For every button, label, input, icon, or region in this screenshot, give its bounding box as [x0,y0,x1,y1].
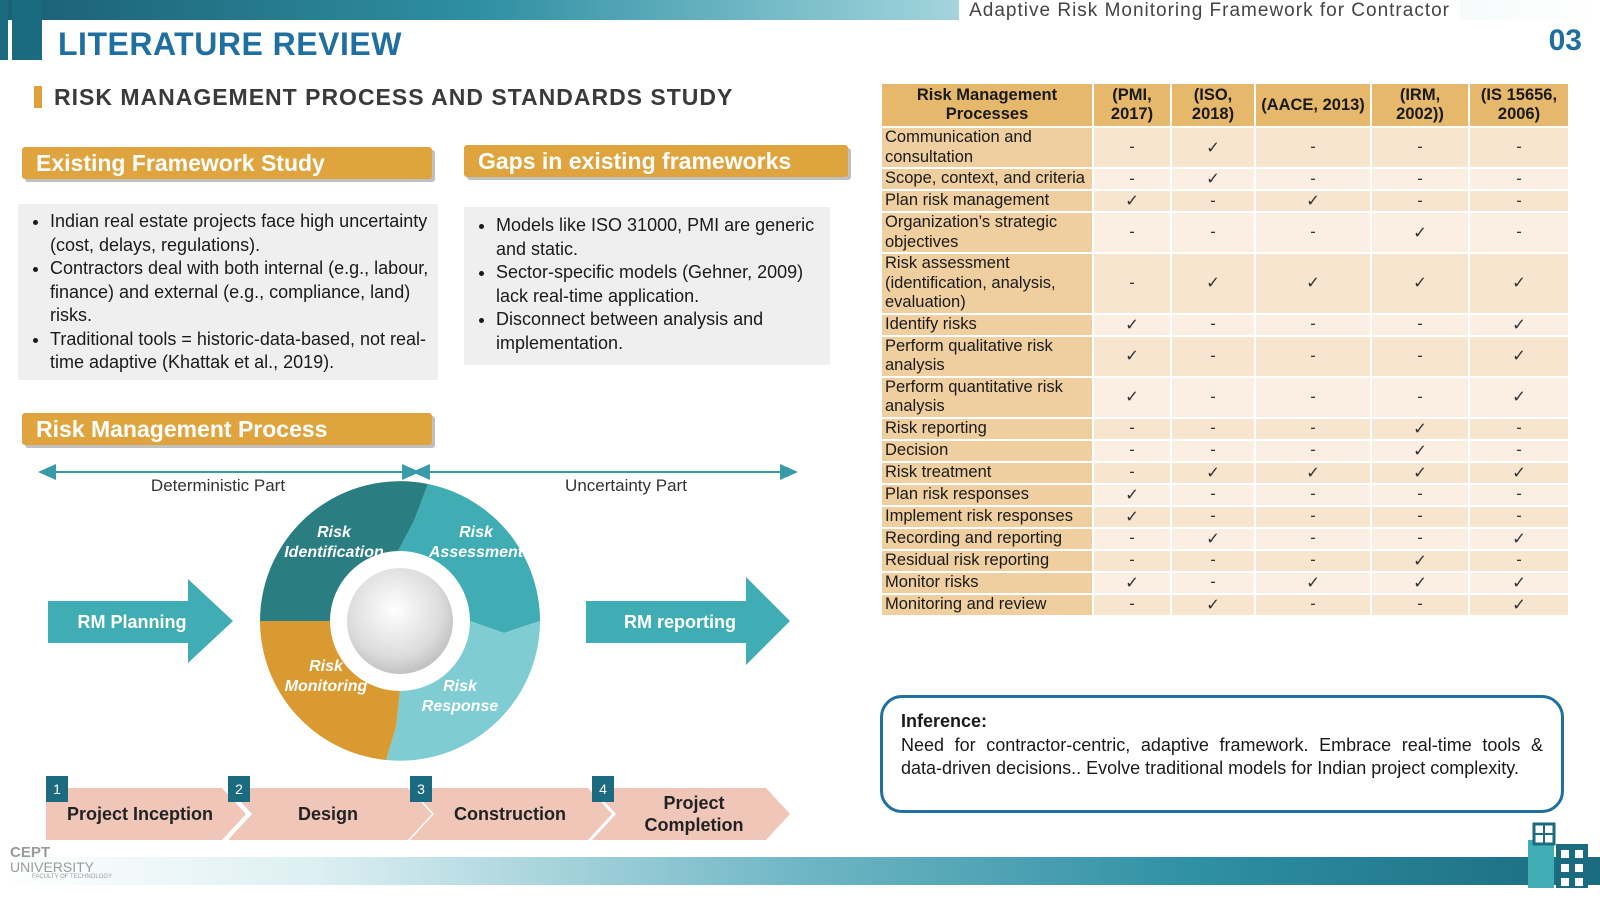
risk-identification-label-1: Risk [317,524,351,541]
process-cell: Risk assessment (identification, analysis, evaluation) [881,253,1093,314]
standard-cell: - [1093,168,1171,190]
process-cell: Scope, context, and criteria [881,168,1093,190]
standard-cell: ✓ [1171,253,1255,314]
deterministic-label: Deterministic Part [150,476,286,495]
table-row [881,440,1569,462]
standard-cell: - [1255,550,1371,572]
process-cell: Perform quantitative risk analysis [881,377,1093,418]
standard-cell: - [1171,484,1255,506]
table-row [881,506,1569,528]
process-cell: Perform qualitative risk analysis [881,336,1093,377]
process-cell: Communication and consultation [881,127,1093,168]
standard-cell: ✓ [1469,314,1569,336]
standard-cell: - [1371,190,1469,212]
standard-cell: ✓ [1371,462,1469,484]
standard-cell: - [1469,440,1569,462]
table-row [881,168,1569,190]
standard-cell: - [1255,594,1371,616]
standard-cell: - [1171,377,1255,418]
logo-line: FACULTY OF TECHNOLOGY [32,874,113,880]
step-label: Construction [454,804,566,824]
list-item: • Disconnect between analysis and implementation. [496,308,830,355]
risk-cycle [260,481,540,761]
risk-process-tab: Risk Management Process [22,413,432,445]
page-title: LITERATURE REVIEW [58,26,402,62]
standard-cell: - [1469,212,1569,253]
standard-cell: - [1371,484,1469,506]
inference-box [880,695,1564,813]
table-row [881,212,1569,253]
table-row [881,550,1569,572]
standard-cell: - [1093,462,1171,484]
risk-monitoring-label-2: Monitoring [284,678,368,695]
column-header: (PMI, 2017) [1093,83,1171,127]
list-item: • Sector-specific models (Gehner, 2009) lack real-time application. [496,261,830,308]
standard-cell: - [1171,506,1255,528]
standard-cell: - [1371,594,1469,616]
standards-table [880,82,1570,617]
standard-cell: - [1171,418,1255,440]
standard-cell: - [1255,377,1371,418]
header-accent [0,0,8,60]
standard-cell: - [1371,127,1469,168]
table-row [881,253,1569,314]
process-cell: Monitoring and review [881,594,1093,616]
standard-cell: - [1371,377,1469,418]
table-row [881,190,1569,212]
standard-cell: - [1093,528,1171,550]
standard-cell: - [1469,550,1569,572]
standard-cell: ✓ [1469,572,1569,594]
section-title: RISK MANAGEMENT PROCESS AND STANDARDS STUDY [54,84,734,110]
table-row [881,127,1569,168]
standard-cell: ✓ [1371,253,1469,314]
standard-cell: - [1171,336,1255,377]
project-steps [46,776,790,840]
standard-cell: - [1171,572,1255,594]
header-accent-block [12,0,42,60]
standard-cell: - [1255,484,1371,506]
standard-cell: - [1171,550,1255,572]
header-subtitle: Adaptive Risk Monitoring Framework for Contractor [959,0,1460,22]
standard-cell: ✓ [1469,377,1569,418]
standard-cell: - [1093,550,1171,572]
standard-cell: ✓ [1371,440,1469,462]
standard-cell: - [1371,336,1469,377]
table-row [881,314,1569,336]
standard-cell: ✓ [1093,484,1171,506]
standard-cell: ✓ [1171,168,1255,190]
rm-reporting-label: RM reporting [624,612,736,632]
table-row [881,462,1569,484]
standard-cell: - [1093,418,1171,440]
standard-cell: ✓ [1093,377,1171,418]
standard-cell: ✓ [1255,253,1371,314]
standard-cell: - [1093,253,1171,314]
standard-cell: ✓ [1371,550,1469,572]
standard-cell: - [1371,528,1469,550]
logo-line: CEPT [10,844,51,861]
process-cell: Plan risk responses [881,484,1093,506]
standard-cell: ✓ [1171,127,1255,168]
process-cell: Identify risks [881,314,1093,336]
standard-cell: ✓ [1469,462,1569,484]
standard-cell: ✓ [1469,336,1569,377]
standard-cell: ✓ [1093,314,1171,336]
risk-assessment-label-2: Assessment [428,544,524,561]
process-cell: Recording and reporting [881,528,1093,550]
column-header: (ISO, 2018) [1171,83,1255,127]
standard-cell: ✓ [1371,212,1469,253]
standard-cell: - [1093,127,1171,168]
logo-line: UNIVERSITY [10,859,95,875]
gaps-list [464,214,830,355]
table-row [881,594,1569,616]
step-number: 2 [235,781,243,797]
table-row [881,572,1569,594]
standard-cell: ✓ [1371,572,1469,594]
standard-cell: - [1469,506,1569,528]
standard-cell: - [1255,336,1371,377]
list-item: • Indian real estate projects face high uncertainty (cost, delays, regulations). [50,210,438,257]
standard-cell: ✓ [1371,418,1469,440]
standard-cell: ✓ [1093,336,1171,377]
standard-cell: ✓ [1093,190,1171,212]
standard-cell: - [1255,528,1371,550]
gaps-tab: Gaps in existing frameworks [464,145,848,177]
uncertainty-label: Uncertainty Part [565,476,687,495]
standard-cell: - [1255,440,1371,462]
standard-cell: - [1469,418,1569,440]
risk-monitoring-label-1: Risk [309,658,343,675]
university-logo [10,846,112,881]
process-cell: Residual risk reporting [881,550,1093,572]
table-row [881,528,1569,550]
standard-cell: - [1469,484,1569,506]
standard-cell: - [1255,168,1371,190]
column-header: (AACE, 2013) [1255,83,1371,127]
table-row [881,377,1569,418]
standard-cell: ✓ [1469,253,1569,314]
risk-assessment-label-1: Risk [459,524,493,541]
column-header: (IRM, 2002)) [1371,83,1469,127]
process-cell: Risk treatment [881,462,1093,484]
step-label: Project Inception [66,804,214,824]
standard-cell: - [1255,212,1371,253]
standard-cell: ✓ [1171,462,1255,484]
table-row [881,336,1569,377]
standard-cell: ✓ [1469,594,1569,616]
cycle-hub [344,565,456,677]
step-number: 4 [599,781,607,797]
standard-cell: - [1469,127,1569,168]
inference-title: Inference: [901,711,988,731]
standard-cell: ✓ [1171,528,1255,550]
list-item: • Contractors deal with both internal (e.g., labour, finance) and external (e.g., compliance, land) risks. [50,257,438,328]
standard-cell: ✓ [1469,528,1569,550]
gaps-panel [464,207,830,365]
standard-cell: - [1093,440,1171,462]
standard-cell: - [1093,212,1171,253]
existing-framework-list [18,210,438,375]
footer-bar [0,857,1600,885]
step-label: Project Completion [644,793,744,835]
step-number: 3 [417,781,425,797]
standard-cell: ✓ [1255,462,1371,484]
risk-identification-label-2: Identification [284,544,384,561]
standard-cell: - [1255,127,1371,168]
step-label: Design [297,804,359,824]
standard-cell: ✓ [1171,594,1255,616]
standard-cell: - [1255,314,1371,336]
standard-cell: ✓ [1255,572,1371,594]
table-row [881,484,1569,506]
step-number: 1 [53,781,61,797]
standard-cell: ✓ [1093,506,1171,528]
standard-cell: - [1255,506,1371,528]
risk-response-label-2: Response [421,698,499,715]
page-number: 03 [1548,24,1582,57]
standard-cell: - [1171,440,1255,462]
standard-cell: - [1371,168,1469,190]
rm-planning-label: RM Planning [77,612,187,632]
building-icon [1522,822,1592,888]
list-item: • Traditional tools = historic-data-based, not real-time adaptive (Khattak et al., 2019). [50,328,438,375]
process-cell: Implement risk responses [881,506,1093,528]
standard-cell: ✓ [1255,190,1371,212]
risk-response-label-1: Risk [443,678,477,695]
standard-cell: - [1171,190,1255,212]
column-header: (IS 15656, 2006) [1469,83,1569,127]
standard-cell: - [1469,168,1569,190]
standard-cell: - [1371,506,1469,528]
process-cell: Decision [881,440,1093,462]
section-marker [34,86,42,108]
table-row [881,418,1569,440]
existing-framework-panel [18,204,438,380]
standard-cell: - [1171,212,1255,253]
list-item: • Models like ISO 31000, PMI are generic and static. [496,214,830,261]
standard-cell: - [1371,314,1469,336]
risk-process-diagram [0,458,860,861]
column-header: Risk Management Processes [881,83,1093,127]
standard-cell: ✓ [1093,572,1171,594]
table-header-row [881,83,1569,127]
process-cell: Monitor risks [881,572,1093,594]
standard-cell: - [1171,314,1255,336]
standard-cell: - [1255,418,1371,440]
standard-cell: - [1469,190,1569,212]
inference-text: Need for contractor-centric, adaptive framework. Embrace real-time tools & data-driven decisions.. Evolve traditional models for Indian project complexity. [901,734,1543,778]
existing-framework-tab: Existing Framework Study [22,147,432,179]
process-cell: Plan risk management [881,190,1093,212]
process-cell: Risk reporting [881,418,1093,440]
process-cell: Organization’s strategic objectives [881,212,1093,253]
standard-cell: - [1093,594,1171,616]
